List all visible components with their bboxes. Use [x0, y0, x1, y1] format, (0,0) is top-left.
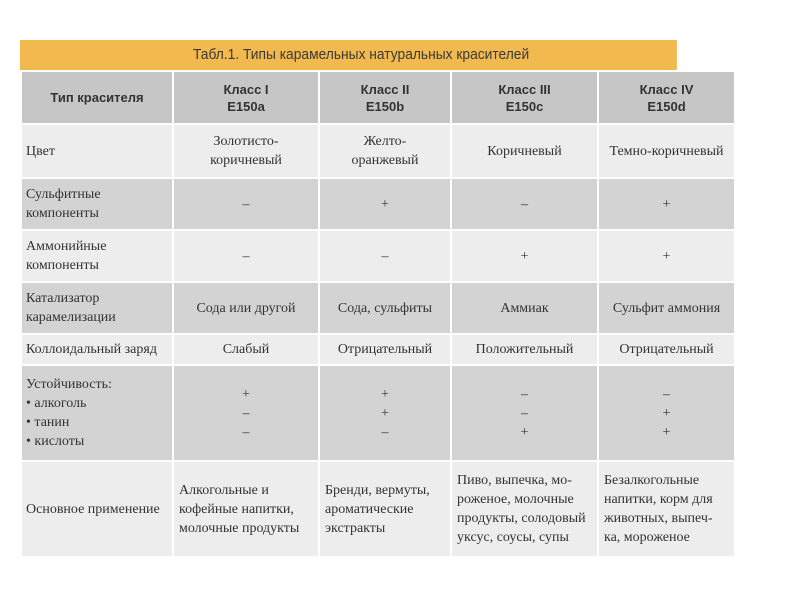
cell-catalyst-4: Сульфит аммония	[598, 282, 735, 334]
cell-ammonium-1: –	[173, 230, 319, 282]
row-color	[21, 124, 735, 178]
cell-charge-3: Положительный	[451, 334, 598, 365]
cell-ammonium-2: –	[319, 230, 451, 282]
cell-catalyst-3: Аммиак	[451, 282, 598, 334]
cell-usage-2: Бренди, вермуты, ароматические экстракты	[319, 461, 451, 557]
cell-color-4: Темно-коричневый	[598, 124, 735, 178]
row-label-usage: Основное применение	[21, 461, 173, 557]
cell-charge-4: Отрицательный	[598, 334, 735, 365]
row-stability	[21, 365, 735, 461]
header-class-4: Класс IV E150d	[598, 71, 735, 124]
header-row	[21, 71, 735, 124]
cell-sulfite-2: +	[319, 178, 451, 230]
row-usage	[21, 461, 735, 557]
cell-sulfite-1: –	[173, 178, 319, 230]
cell-stability-2: + + –	[319, 365, 451, 461]
row-ammonium	[21, 230, 735, 282]
cell-usage-1: Алкогольные и кофейные напитки, молочные продукты	[173, 461, 319, 557]
row-catalyst	[21, 282, 735, 334]
cell-catalyst-1: Сода или другой	[173, 282, 319, 334]
row-label-ammonium: Аммонийные компоненты	[21, 230, 173, 282]
row-label-color: Цвет	[21, 124, 173, 178]
cell-ammonium-3: +	[451, 230, 598, 282]
row-sulfite	[21, 178, 735, 230]
cell-stability-4: – + +	[598, 365, 735, 461]
cell-sulfite-4: +	[598, 178, 735, 230]
header-class-3: Класс III E150c	[451, 71, 598, 124]
cell-catalyst-2: Сода, сульфиты	[319, 282, 451, 334]
cell-color-3: Коричневый	[451, 124, 598, 178]
header-class-1: Класс I E150a	[173, 71, 319, 124]
row-charge	[21, 334, 735, 365]
cell-color-2: Желто- оранжевый	[319, 124, 451, 178]
cell-color-1: Золотисто- коричневый	[173, 124, 319, 178]
cell-usage-3: Пиво, выпечка, мо- роженое, молочные продукты, солодовый уксус, соусы, супы	[451, 461, 598, 557]
row-label-stability: Устойчивость: • алкоголь • танин • кислоты	[21, 365, 173, 461]
caramel-dyes-table	[20, 70, 736, 558]
cell-charge-1: Слабый	[173, 334, 319, 365]
cell-stability-1: + – –	[173, 365, 319, 461]
row-label-catalyst: Катализатор карамелизации	[21, 282, 173, 334]
cell-stability-3: – – +	[451, 365, 598, 461]
row-label-charge: Коллоидальный заряд	[21, 334, 173, 365]
caramel-dyes-table-block	[20, 40, 734, 558]
table-title: Табл.1. Типы карамельных натуральных красителей	[20, 40, 677, 70]
cell-sulfite-3: –	[451, 178, 598, 230]
row-label-sulfite: Сульфитные компоненты	[21, 178, 173, 230]
header-class-2: Класс II E150b	[319, 71, 451, 124]
cell-charge-2: Отрицательный	[319, 334, 451, 365]
cell-ammonium-4: +	[598, 230, 735, 282]
cell-usage-4: Безалкогольные напитки, корм для животных, выпеч- ка, мороженое	[598, 461, 735, 557]
header-type: Тип красителя	[21, 71, 173, 124]
